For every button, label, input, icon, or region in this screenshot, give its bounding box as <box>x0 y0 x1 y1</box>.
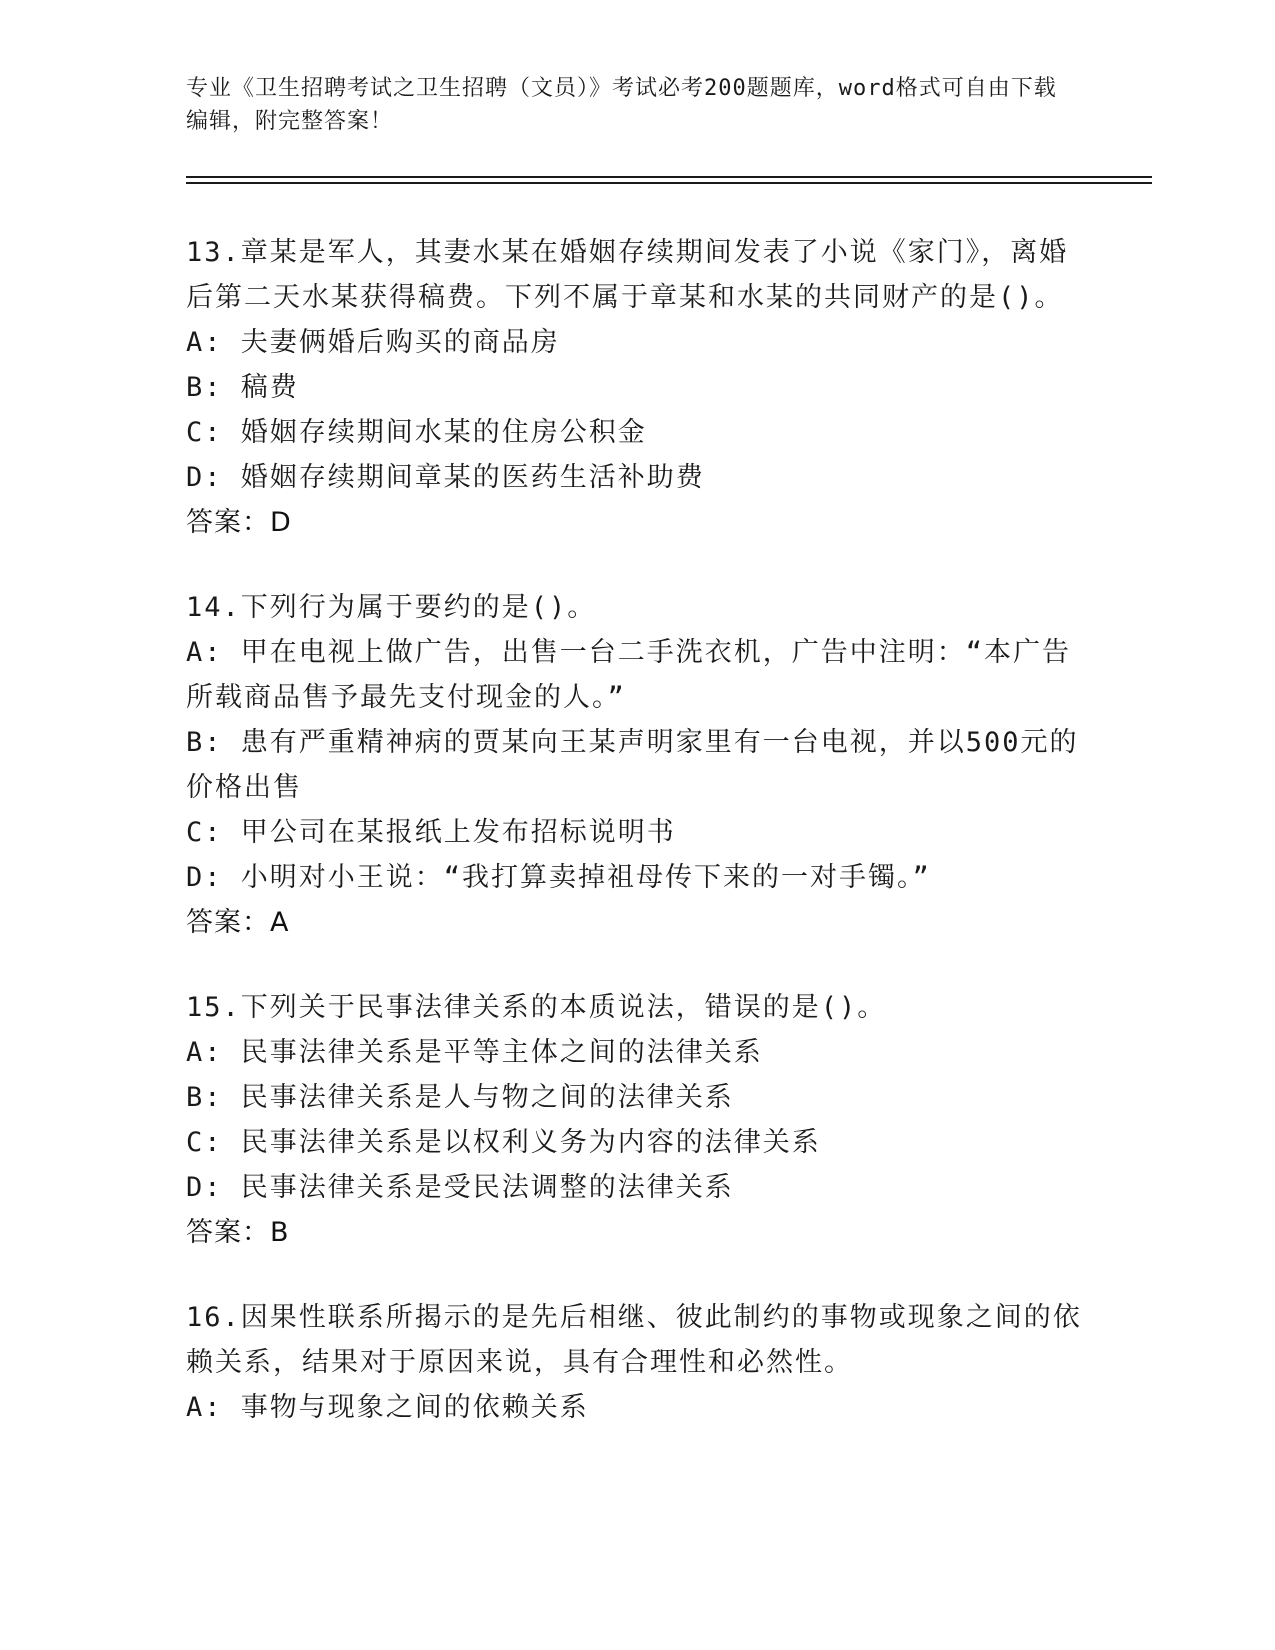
option-a: A: 事物与现象之间的依赖关系 <box>186 1392 589 1423</box>
option-b: B: 患有严重精神病的贾某向王某声明家里有一台电视，并以500元的价格出售 <box>186 727 1079 803</box>
question-stem: 15.下列关于民事法律关系的本质说法，错误的是()。 <box>186 992 887 1023</box>
question-15 <box>186 985 1086 1255</box>
answer-line: 答案：A <box>186 907 290 938</box>
option-d: D: 婚姻存续期间章某的医药生活补助费 <box>186 462 705 493</box>
question-16 <box>186 1295 1086 1430</box>
option-c: C: 婚姻存续期间水某的住房公积金 <box>186 417 647 448</box>
question-14 <box>186 585 1086 945</box>
question-stem: 13.章某是军人，其妻水某在婚姻存续期间发表了小说《家门》，离婚后第二天水某获得稿费。下列不属于章某和水某的共同财产的是()。 <box>186 237 1069 313</box>
option-b: B: 民事法律关系是人与物之间的法律关系 <box>186 1082 734 1113</box>
option-b: B: 稿费 <box>186 372 299 403</box>
question-13 <box>186 230 1086 545</box>
option-a: A: 甲在电视上做广告，出售一台二手洗衣机，广告中注明：“本广告所载商品售予最先支付现金的人。” <box>186 637 1072 713</box>
header-divider-top <box>186 176 1152 178</box>
option-a: A: 民事法律关系是平等主体之间的法律关系 <box>186 1037 763 1068</box>
option-a: A: 夫妻俩婚后购买的商品房 <box>186 327 560 358</box>
answer-line: 答案：B <box>186 1217 290 1248</box>
question-stem: 16.因果性联系所揭示的是先后相继、彼此制约的事物或现象之间的依赖关系，结果对于原因来说，具有合理性和必然性。 <box>186 1302 1082 1378</box>
question-stem: 14.下列行为属于要约的是()。 <box>186 592 597 623</box>
header-divider-bottom <box>186 182 1152 184</box>
answer-line: 答案：D <box>186 507 292 538</box>
option-c: C: 民事法律关系是以权利义务为内容的法律关系 <box>186 1127 821 1158</box>
option-d: D: 小明对小王说：“我打算卖掉祖母传下来的一对手镯。” <box>186 862 931 893</box>
question-list <box>186 230 1086 1470</box>
document-header: 专业《卫生招聘考试之卫生招聘（文员）》考试必考200题题库，word格式可自由下载编辑，附完整答案！ <box>186 76 1057 134</box>
option-d: D: 民事法律关系是受民法调整的法律关系 <box>186 1172 734 1203</box>
option-c: C: 甲公司在某报纸上发布招标说明书 <box>186 817 676 848</box>
